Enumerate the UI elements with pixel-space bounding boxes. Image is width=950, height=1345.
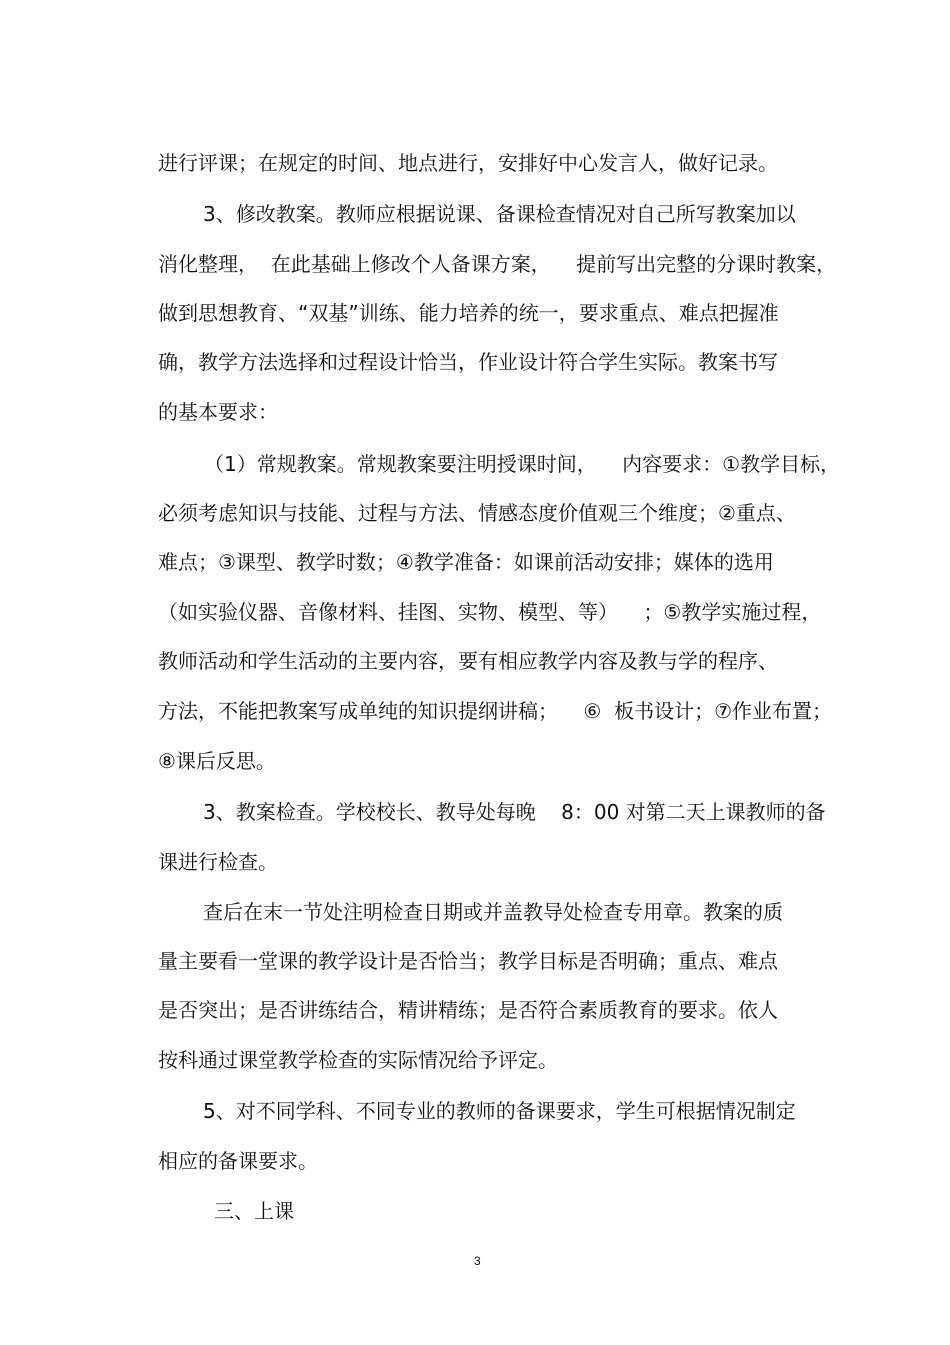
text-line-7: （1）常规教案。常规教案要注明授课时间， 内容要求：①教学目标，: [204, 452, 841, 476]
page-number: 3: [474, 1254, 481, 1268]
text-line-16: 查后在末一节处注明检查日期或并盖教导处检查专用章。教案的质: [203, 900, 783, 924]
text-line-15: 课进行检查。: [158, 850, 278, 874]
text-line-6: 的基本要求：: [158, 400, 278, 424]
text-line-4: 做到思想教育、“双基”训练、能力培养的统一，要求重点、难点把握准: [158, 301, 779, 325]
text-line-12: 方法，不能把教案写成单纯的知识提纲讲稿； ⑥ 板书设计；⑦作业布置；: [158, 699, 833, 723]
text-line-10: （如实验仪器、音像材料、挂图、实物、模型、等） ；⑤教学实施过程，: [158, 600, 822, 624]
text-line-5: 确，教学方法选择和过程设计恰当，作业设计符合学生实际。教案书写: [158, 350, 778, 374]
text-line-21: 相应的备课要求。: [158, 1149, 318, 1173]
text-line-20: 5、对不同学科、不同专业的教师的备课要求，学生可根据情况制定: [203, 1099, 796, 1123]
text-line-17: 量主要看一堂课的教学设计是否恰当；教学目标是否明确；重点、难点: [158, 949, 778, 973]
text-line-13: ⑧课后反思。: [158, 749, 276, 773]
text-line-9: 难点；③课型、教学时数；④教学准备：如课前活动安排；媒体的选用: [158, 550, 774, 574]
text-line-18: 是否突出；是否讲练结合，精讲精练；是否符合素质教育的要求。依人: [158, 998, 778, 1022]
text-line-2: 3、修改教案。教师应根据说课、备课检查情况对自己所写教案加以: [203, 202, 796, 226]
text-line-14: 3、教案检查。学校校长、教导处每晚 8：00 对第二天上课教师的备: [203, 800, 826, 824]
text-line-19: 按科通过课堂教学检查的实际情况给予评定。: [158, 1048, 558, 1072]
section-heading: 三、上课: [214, 1199, 294, 1223]
text-line-11: 教师活动和学生活动的主要内容，要有相应教学内容及教与学的程序、: [158, 649, 778, 673]
text-line-3: 消化整理， 在此基础上修改个人备课方案， 提前写出完整的分课时教案，: [158, 252, 837, 276]
text-line-8: 必须考虑知识与技能、过程与方法、情感态度价值观三个维度；②重点、: [158, 501, 796, 525]
text-line-1: 进行评课；在规定的时间、地点进行，安排好中心发言人，做好记录。: [158, 151, 778, 175]
